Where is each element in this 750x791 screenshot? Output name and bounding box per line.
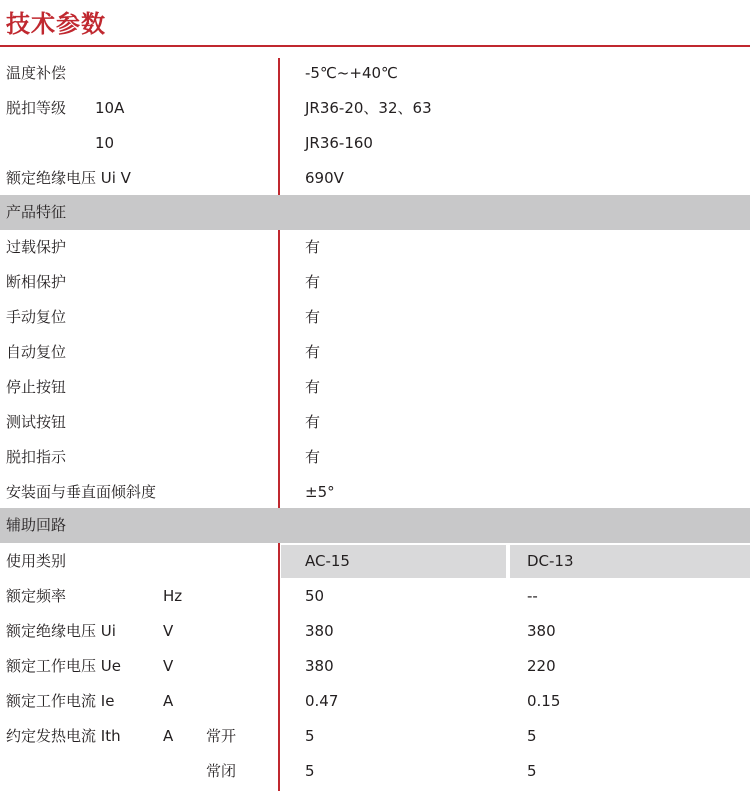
row-label: 脱扣等级 xyxy=(6,99,67,117)
row-label: 断相保护 xyxy=(6,273,67,291)
row-unit: V xyxy=(163,657,174,675)
aux-row xyxy=(0,754,750,789)
feature-row xyxy=(0,370,750,405)
tech-row-insulation-voltage xyxy=(0,161,750,196)
row-unit: Hz xyxy=(163,587,183,605)
row-value: -5℃~+40℃ xyxy=(305,64,398,82)
feature-row xyxy=(0,300,750,335)
ac-value: 5 xyxy=(305,727,315,745)
row-note: 常开 xyxy=(206,727,237,745)
row-label: 脱扣指示 xyxy=(6,448,67,466)
page-title: 技术参数 xyxy=(6,10,106,38)
row-unit: V xyxy=(163,622,174,640)
row-label: 额定工作电流 Ie xyxy=(6,692,115,710)
row-label: 停止按钮 xyxy=(6,378,67,396)
row-sub-label: 10A xyxy=(95,99,125,117)
row-label: 额定绝缘电压 Ui V xyxy=(6,169,131,187)
aux-row xyxy=(0,614,750,649)
row-value: 有 xyxy=(305,308,321,326)
dc-value: 380 xyxy=(527,622,556,640)
dc-value: 220 xyxy=(527,657,556,675)
ac-value: 380 xyxy=(305,622,334,640)
row-unit: A xyxy=(163,727,174,745)
feature-row xyxy=(0,440,750,475)
row-label: 测试按钮 xyxy=(6,413,67,431)
row-label: 使用类别 xyxy=(6,552,67,570)
section-header-features xyxy=(0,195,750,230)
row-value: JR36-160 xyxy=(305,134,373,152)
row-value: 有 xyxy=(305,238,321,256)
row-value: 有 xyxy=(305,448,321,466)
aux-row xyxy=(0,649,750,684)
feature-row xyxy=(0,230,750,265)
row-value: 690V xyxy=(305,169,344,187)
row-label: 自动复位 xyxy=(6,343,67,361)
aux-row xyxy=(0,579,750,614)
row-value: 有 xyxy=(305,343,321,361)
row-value: JR36-20、32、63 xyxy=(305,99,432,117)
dc-column-header: DC-13 xyxy=(527,552,574,570)
row-label: 过载保护 xyxy=(6,238,67,256)
row-label: 温度补偿 xyxy=(6,64,67,82)
feature-row xyxy=(0,265,750,300)
tech-row-temperature xyxy=(0,56,750,91)
ac-value: 0.47 xyxy=(305,692,339,710)
section-heading: 产品特征 xyxy=(6,203,67,221)
feature-row xyxy=(0,405,750,440)
section-header-aux xyxy=(0,508,750,543)
dc-value: -- xyxy=(527,587,538,605)
dc-value: 5 xyxy=(527,762,537,780)
row-label: 手动复位 xyxy=(6,308,67,326)
aux-row xyxy=(0,684,750,719)
tech-row-trip-class-10a xyxy=(0,91,750,126)
row-sub-label: 10 xyxy=(95,134,115,152)
aux-category-row xyxy=(0,544,750,579)
title-divider xyxy=(0,45,750,47)
row-label: 安装面与垂直面倾斜度 xyxy=(6,483,157,501)
ac-value: 5 xyxy=(305,762,315,780)
row-label: 额定绝缘电压 Ui xyxy=(6,622,116,640)
row-label: 额定工作电压 Ue xyxy=(6,657,121,675)
ac-value: 50 xyxy=(305,587,325,605)
row-label: 额定频率 xyxy=(6,587,67,605)
row-value: 有 xyxy=(305,273,321,291)
ac-value: 380 xyxy=(305,657,334,675)
feature-row xyxy=(0,335,750,370)
dc-value: 0.15 xyxy=(527,692,561,710)
row-note: 常闭 xyxy=(206,762,237,780)
ac-column-header: AC-15 xyxy=(305,552,350,570)
row-value: 有 xyxy=(305,378,321,396)
feature-row xyxy=(0,475,750,510)
dc-value: 5 xyxy=(527,727,537,745)
tech-row-trip-class-10 xyxy=(0,126,750,161)
row-value: 有 xyxy=(305,413,321,431)
row-unit: A xyxy=(163,692,174,710)
row-label: 约定发热电流 Ith xyxy=(6,727,121,745)
row-value: ±5° xyxy=(305,483,335,501)
section-heading: 辅助回路 xyxy=(6,516,67,534)
aux-row xyxy=(0,719,750,754)
